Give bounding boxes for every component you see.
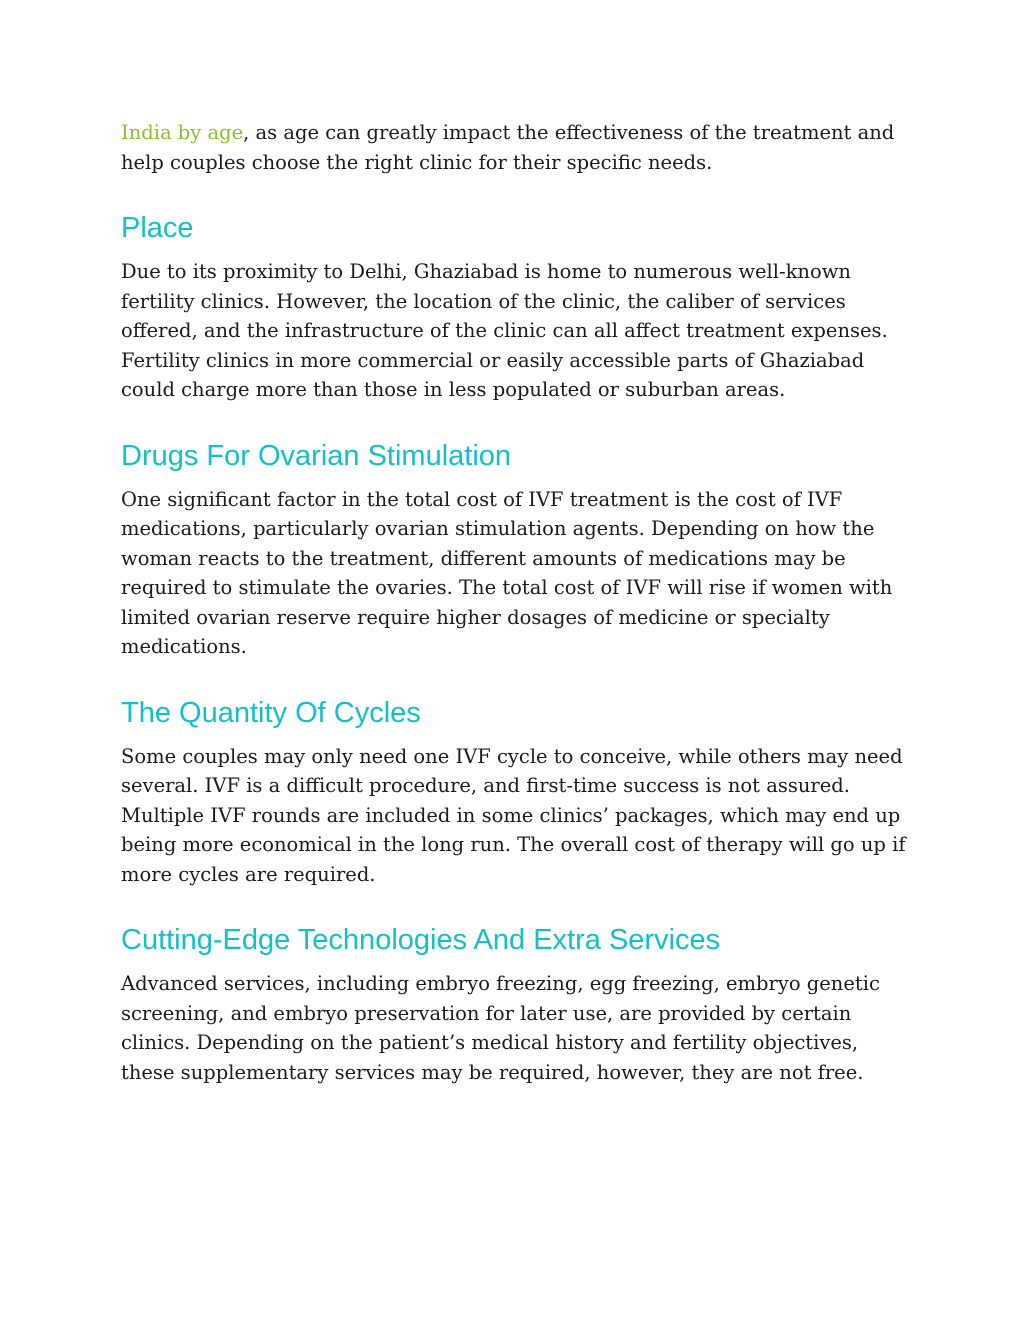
section-body-drugs: One significant factor in the total cost of IVF treatment is the cost of IVF medications, particularly ovarian stimulation agents. Depending on how the woman reacts to the treatment, different amounts of medications may be required to stimulate the ovaries. The total cost of IVF will rise if women with limited ovarian reserve require higher dosages of medicine or specialty medications. bbox=[121, 487, 893, 658]
section-body-cycles: Some couples may only need one IVF cycle to conceive, while others may need several. IVF is a difficult procedure, and first-time success is not assured. Multiple IVF rounds are included in some clinics’ packages, which may end up being more economical in the long run. The overall cost of therapy will go up if more cycles are required. bbox=[121, 744, 906, 886]
section-heading-drugs: Drugs For Ovarian Stimulation bbox=[121, 439, 512, 472]
intro-paragraph bbox=[121, 118, 911, 177]
india-by-age-link[interactable]: India by age bbox=[121, 121, 244, 144]
section-heading-place: Place bbox=[121, 212, 194, 244]
document-page bbox=[121, 118, 911, 1087]
section-body-technologies: Advanced services, including embryo freezing, egg freezing, embryo genetic screening, and embryo preservation for later use, are provided by certain clinics. Depending on the patient’s medical history and fertility objectives, these supplementary services may be required, however, they are not free. bbox=[121, 972, 880, 1084]
section-body-place: Due to its proximity to Delhi, Ghaziabad is home to numerous well-known fertility clinics. However, the location of the clinic, the caliber of services offered, and the infrastructure of the clinic can all affect treatment expenses. Fertility clinics in more commercial or easily accessible parts of Ghaziabad could charge more than those in less populated or suburban areas. bbox=[121, 260, 888, 401]
section-heading-technologies: Cutting-Edge Technologies And Extra Services bbox=[121, 924, 721, 956]
intro-text: , as age can greatly impact the effectiveness of the treatment and help couples choose the right clinic for their specific needs. bbox=[121, 121, 895, 174]
section-heading-cycles: The Quantity Of Cycles bbox=[121, 696, 421, 729]
